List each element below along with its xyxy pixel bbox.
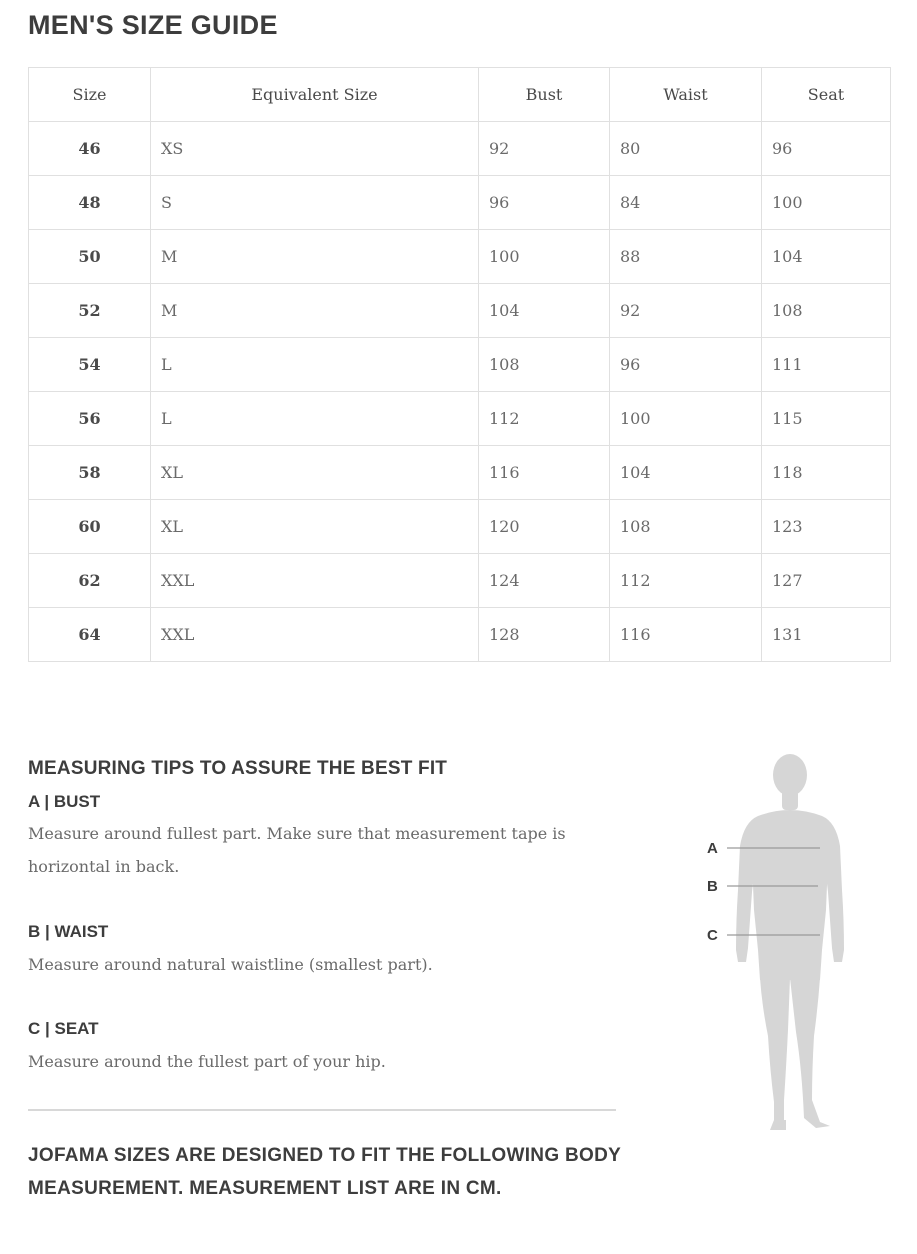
seat-cell: 100 bbox=[762, 176, 891, 230]
seat-text: Measure around the fullest part of your hip. bbox=[28, 1052, 386, 1071]
size-table bbox=[28, 67, 891, 662]
equivalent-size-cell: XS bbox=[151, 122, 479, 176]
seat-cell: 115 bbox=[762, 392, 891, 446]
bust-text: Measure around fullest part. Make sure that measurement tape is horizontal in back. bbox=[28, 824, 566, 876]
waist-cell: 96 bbox=[610, 338, 762, 392]
equivalent-size-cell: XXL bbox=[151, 608, 479, 662]
size-cell: 46 bbox=[29, 122, 151, 176]
seat-cell: 111 bbox=[762, 338, 891, 392]
waist-cell: 88 bbox=[610, 230, 762, 284]
equivalent-size-cell: XL bbox=[151, 446, 479, 500]
bust-cell: 120 bbox=[479, 500, 610, 554]
size-cell: 56 bbox=[29, 392, 151, 446]
table-row bbox=[29, 122, 891, 176]
waist-label: B | WAIST bbox=[28, 922, 109, 941]
size-cell: 52 bbox=[29, 284, 151, 338]
table-row bbox=[29, 392, 891, 446]
marker-label-c: C bbox=[707, 927, 718, 944]
waist-cell: 80 bbox=[610, 122, 762, 176]
size-cell: 62 bbox=[29, 554, 151, 608]
header-size: Size bbox=[29, 68, 151, 122]
waist-text: Measure around natural waistline (smallest part). bbox=[28, 955, 433, 974]
bust-cell: 100 bbox=[479, 230, 610, 284]
table-row bbox=[29, 446, 891, 500]
table-row bbox=[29, 284, 891, 338]
bust-label: A | BUST bbox=[28, 792, 101, 811]
seat-cell: 123 bbox=[762, 500, 891, 554]
section-divider bbox=[28, 1109, 616, 1111]
waist-cell: 116 bbox=[610, 608, 762, 662]
bust-cell: 124 bbox=[479, 554, 610, 608]
size-cell: 48 bbox=[29, 176, 151, 230]
header-bust: Bust bbox=[479, 68, 610, 122]
size-cell: 50 bbox=[29, 230, 151, 284]
waist-cell: 92 bbox=[610, 284, 762, 338]
waist-cell: 108 bbox=[610, 500, 762, 554]
equivalent-size-cell: M bbox=[151, 284, 479, 338]
bust-cell: 104 bbox=[479, 284, 610, 338]
equivalent-size-cell: XXL bbox=[151, 554, 479, 608]
table-row bbox=[29, 176, 891, 230]
table-row bbox=[29, 230, 891, 284]
seat-cell: 108 bbox=[762, 284, 891, 338]
seat-cell: 118 bbox=[762, 446, 891, 500]
equivalent-size-cell: S bbox=[151, 176, 479, 230]
waist-cell: 84 bbox=[610, 176, 762, 230]
table-row bbox=[29, 608, 891, 662]
equivalent-size-cell: XL bbox=[151, 500, 479, 554]
bust-cell: 92 bbox=[479, 122, 610, 176]
seat-cell: 96 bbox=[762, 122, 891, 176]
bust-cell: 116 bbox=[479, 446, 610, 500]
bust-cell: 112 bbox=[479, 392, 610, 446]
header-seat: Seat bbox=[762, 68, 891, 122]
header-equivalent-size: Equivalent Size bbox=[151, 68, 479, 122]
table-header-row bbox=[29, 68, 891, 122]
waist-cell: 112 bbox=[610, 554, 762, 608]
tips-heading: MEASURING TIPS TO ASSURE THE BEST FIT bbox=[28, 758, 448, 779]
seat-label: C | SEAT bbox=[28, 1019, 99, 1038]
silhouette-shape bbox=[736, 754, 844, 1130]
equivalent-size-cell: L bbox=[151, 338, 479, 392]
waist-cell: 104 bbox=[610, 446, 762, 500]
size-cell: 64 bbox=[29, 608, 151, 662]
size-cell: 58 bbox=[29, 446, 151, 500]
bust-cell: 128 bbox=[479, 608, 610, 662]
measuring-tips bbox=[28, 758, 618, 1071]
equivalent-size-cell: L bbox=[151, 392, 479, 446]
seat-cell: 131 bbox=[762, 608, 891, 662]
marker-label-b: B bbox=[707, 878, 718, 895]
size-cell: 60 bbox=[29, 500, 151, 554]
size-note: JOFAMA SIZES ARE DESIGNED TO FIT THE FOLLOWING BODY MEASUREMENT. MEASUREMENT LIST ARE IN CM. bbox=[28, 1145, 621, 1199]
table-row bbox=[29, 500, 891, 554]
table-row bbox=[29, 554, 891, 608]
table-row bbox=[29, 338, 891, 392]
seat-cell: 104 bbox=[762, 230, 891, 284]
bust-cell: 108 bbox=[479, 338, 610, 392]
bust-cell: 96 bbox=[479, 176, 610, 230]
marker-label-a: A bbox=[707, 840, 718, 857]
header-waist: Waist bbox=[610, 68, 762, 122]
seat-cell: 127 bbox=[762, 554, 891, 608]
body-figure bbox=[690, 750, 870, 1135]
page-title: MEN'S SIZE GUIDE bbox=[28, 10, 278, 40]
size-cell: 54 bbox=[29, 338, 151, 392]
waist-cell: 100 bbox=[610, 392, 762, 446]
equivalent-size-cell: M bbox=[151, 230, 479, 284]
body-silhouette bbox=[690, 750, 870, 1135]
